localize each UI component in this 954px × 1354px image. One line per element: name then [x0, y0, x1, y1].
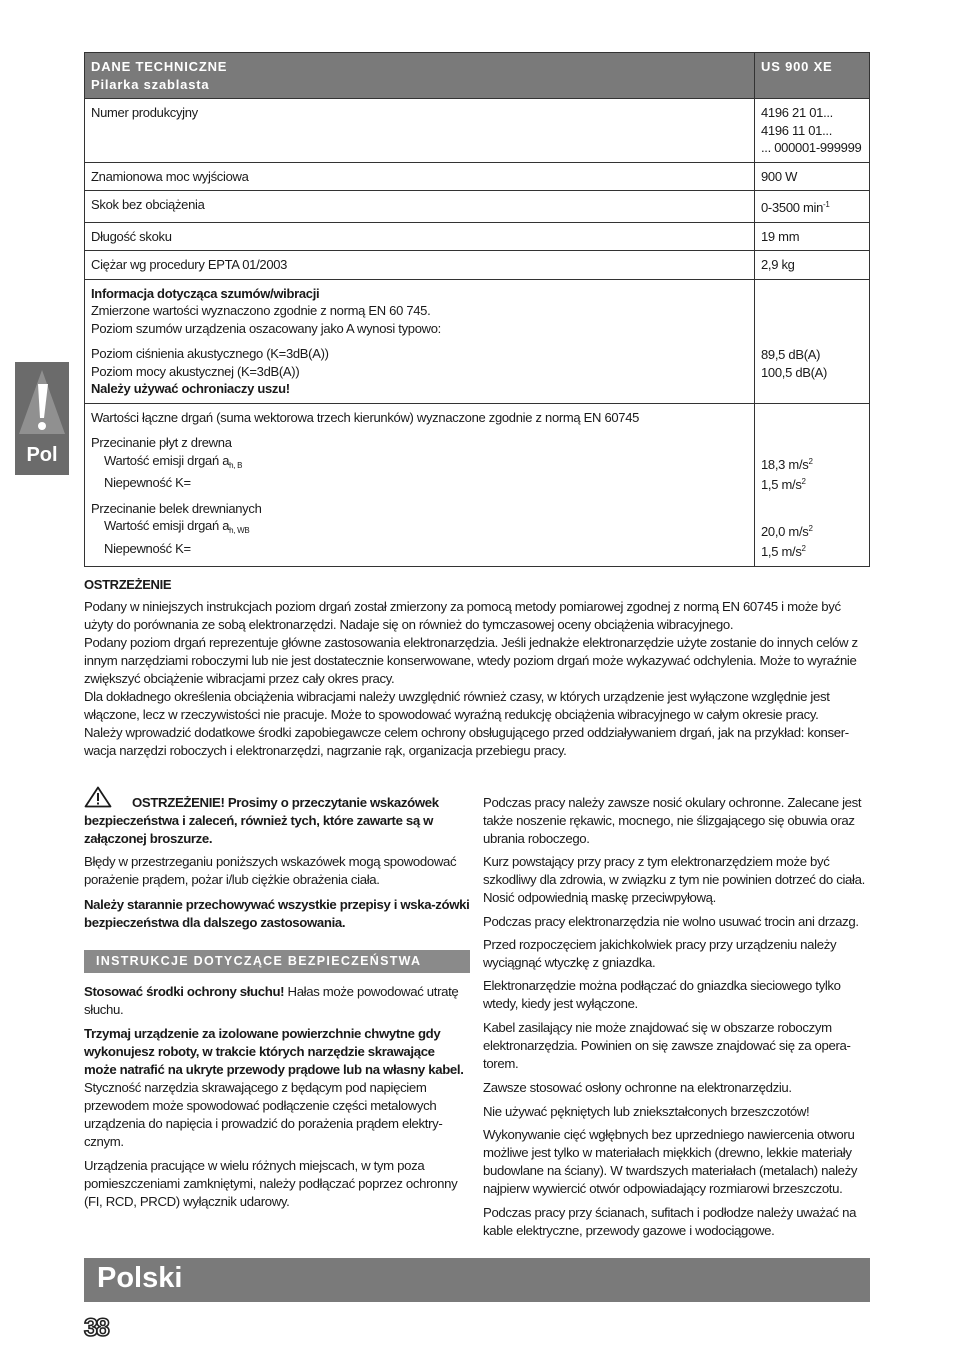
footer-language-bar: [84, 1258, 870, 1302]
header-title: DANE TECHNICZNE: [91, 59, 228, 74]
noise-info: [85, 279, 755, 403]
sound-power-value: 100,5 dB(A): [761, 364, 828, 380]
boards-uncertainty-value: 1,5 $m/s^2$: [761, 477, 806, 492]
noise-line: Zmierzone wartości wyznaczono zgodnie z normą EN 60 745.: [91, 303, 431, 318]
boards-uncertainty: Niepewność K=: [104, 475, 191, 490]
table-row: [85, 222, 870, 251]
paragraph: Podczas pracy przy ścianach, sufitach i podłodze należy uważać na kable elektryczne, przewody gazowe i wodociągowe.: [483, 1205, 857, 1238]
vibration-warning-text: [84, 598, 870, 760]
paragraph: Nie używać pękniętych lub zniekształconych brzeszczotów!: [483, 1104, 810, 1119]
unit-exponent: -1: [823, 200, 830, 209]
serial-line: ... 000001-999999: [761, 140, 862, 155]
vibration-warning-title: OSTRZEŻENIE: [84, 577, 172, 592]
boards-emission-value: 18,3 $m/s^2$: [761, 456, 813, 472]
paragraph: Podczas pracy elektronarzędzia nie wolno usuwać trocin ani drzazg.: [483, 914, 859, 929]
row-value: 2,9 kg: [755, 251, 870, 280]
paragraph: Zawsze stosować osłony ochronne na elektronarzędziu.: [483, 1080, 792, 1095]
section-header: INSTRUKCJE DOTYCZĄCE BEZPIECZEŃSTWA: [84, 950, 470, 973]
row-value: 19 mm: [755, 222, 870, 251]
row-value: [755, 191, 870, 223]
sound-pressure-value: 89,5 dB(A): [761, 347, 821, 362]
paragraph: Kurz powstający przy pracy z tym elektronarzędziem może być szkodliwy dla zdrowia, w związku z tym nie powinien dotrzeć do ciała. Nosić odpowiednią maskę przeciwpyłową.: [483, 854, 865, 905]
paragraph: Podany poziom drgań reprezentuje główne zastosowania elektronarzędzia. Jeśli jednakże elektronarzędzie użyte zostanie do innych celów z innym narzędziami roboczymi lub nie jest dostatecznie konserwowane, wtedy poziom drgań może wykazywać odchylenia. Może to wyraźnie zwiększyć obciążenie wibracjami przez cały okres pracy.: [84, 635, 858, 686]
boards-emission: Wartość emisji drgań $a_{h, B}$: [104, 452, 243, 470]
row-value: 900 W: [755, 162, 870, 191]
paragraph: Wykonywanie cięć wgłębnych bez uprzedniego nawiercenia otworu możliwe jest tylko w materiałach miękkich (drewno, lekkie materiały budowlane na ściany). W twardszych materiałach (metalach) należy najpierw wywiercić otwór odpowiadający rozmiarowi brzeszczotu.: [483, 1127, 858, 1196]
table-row: [85, 191, 870, 223]
warning-triangle-icon: [15, 362, 69, 442]
paragraph: Stosować środki ochrony słuchu! Hałas może powodować utratę słuchu.: [84, 984, 459, 1017]
table-header-title: [85, 53, 755, 99]
sound-pressure-label: Poziom ciśnienia akustycznego (K=3dB(A)): [91, 346, 329, 361]
paragraph: Kabel zasilający nie może znajdować się w obszarze roboczym elektronarzędzia. Powinien on się zawsze znajdować się za opera-torem.: [483, 1020, 851, 1071]
table-row: [85, 162, 870, 191]
paragraph: Błędy w przestrzeganiu poniższych wskazówek mogą spowodować porażenie prądem, pożar i/lub ciężkie obrażenia ciała.: [84, 854, 457, 887]
noise-row: [85, 279, 870, 403]
beams-emission-value: 20,0 $m/s^2$: [761, 523, 813, 539]
ear-protection-warning: Należy używać ochroniaczy uszu!: [91, 381, 290, 396]
beams-uncertainty: Niepewność K=: [104, 540, 191, 556]
paragraph: Podczas pracy należy zawsze nosić okulary ochronne. Zalecane jest także noszenie rękawic, mocnego, nie ślizgającego się obuwia oraz ubrania roboczego.: [483, 795, 862, 846]
language-side-tab: [15, 362, 69, 475]
beams-title: Przecinanie belek drewnianych: [91, 500, 262, 516]
table-row: [85, 251, 870, 280]
table-header-row: [85, 53, 870, 99]
paragraph: Przed rozpoczęciem jakichkolwiek pracy przy urządzeniu należy wyciągnąć wtyczkę z gniazdka.: [483, 937, 837, 970]
table-row: [85, 99, 870, 163]
row-value: [755, 99, 870, 163]
sound-power-label: Poziom mocy akustycznej (K=3dB(A)): [91, 363, 300, 379]
serial-line: 4196 21 01...: [761, 105, 833, 120]
paragraph: Dla dokładnego określenia obciążenia wibracjami należy uwzględnić również czasy, w których urządzenie jest wyłączone względnie jest włączone, lecz w rzeczywistości nie pracuje. Może to spowodować wyraźną redukcję obciążenia wibracyjnego w całym okresie pracy.: [84, 689, 830, 722]
vibration-info: [85, 403, 755, 566]
paragraph: Należy wprowadzić dodatkowe środki zapobiegawcze celem ochrony obsługującego przed oddziaływaniem drgań, jak na przykład: konser-wacja narzędzi roboczych i elektronarzędzi, nagrzanie rąk, organizacja przebiegu pracy.: [84, 725, 849, 758]
paragraph: Urządzenia pracujące w wielu różnych miejscach, w tym poza pomieszczeniami zamkniętymi, należy podłączać poprzez ochronny (FI, RCD, PRCD) wyłącznik udarowy.: [84, 1158, 458, 1209]
vibration-values: [755, 403, 870, 566]
beams-uncertainty-value: 1,5 $m/s^2$: [761, 544, 806, 559]
paragraph: Podany w niniejszych instrukcjach poziom drgań został zmierzony za pomocą metody pomiarowej zgodnej z normą EN 60745 i może być użyty do porównania ze sobą elektronarzędzi. Nadaje się on również do tymczasowej oceny obciążenia wibracyjnego.: [84, 599, 841, 632]
row-label: Skok bez obciążenia: [85, 191, 755, 223]
noise-title: Informacja dotycząca szumów/wibracji: [91, 285, 320, 301]
technical-data-table: [84, 52, 870, 567]
page-number: 38: [84, 1314, 108, 1342]
row-label: Numer produkcyjny: [85, 99, 755, 163]
noise-values: [755, 279, 870, 403]
serial-line: 4196 11 01...: [761, 122, 833, 138]
beams-emission: Wartość emisji drgań $a_{h, WB}$: [104, 518, 250, 535]
paragraph: Elektronarzędzie można podłączać do gniazdka sieciowego tylko wtedy, kiedy jest wyłączone.: [483, 978, 841, 1011]
stroke-rate-value: 0-3500 min: [761, 200, 824, 215]
model-name: US 900 XE: [755, 53, 870, 99]
vibration-title: Wartości łączne drgań (suma wektorowa trzech kierunków) wyznaczone zgodnie z normą EN 60745: [91, 409, 640, 425]
paragraph: Trzymaj urządzenie za izolowane powierzchnie chwytne gdy wykonujesz roboty, w trakcie których narzędzie skrawające może natrafić na ukryte przewody prądowe lub na własny kabel. Styczność narzędzia skrawającego z będącym pod napięciem przewodem może spowodować podłączenie części metalowych urządzenia do napięcia i prowadzić do porażenia prądem elektry-cznym.: [84, 1026, 464, 1149]
header-subtitle: Pilarka szablasta: [91, 76, 210, 92]
row-label: Długość skoku: [85, 222, 755, 251]
vibration-row: [85, 403, 870, 566]
language-label: Pol: [26, 444, 58, 466]
row-label: Znamionowa moc wyjściowa: [85, 162, 755, 191]
paragraph: Należy starannie przechowywać wszystkie przepisy i wska-zówki bezpieczeństwa dla dalszego zastosowania.: [84, 897, 470, 930]
boards-title: Przecinanie płyt z drewna: [91, 435, 232, 450]
noise-line: Poziom szumów urządzenia oszacowany jako A wynosi typowo:: [91, 320, 441, 336]
row-label: Ciężar wg procedury EPTA 01/2003: [85, 251, 755, 280]
safety-warning-title: OSTRZEŻENIE! Prosimy o przeczytanie wskazówek bezpieczeństwa i zaleceń, również tych, które zawarte są w załączonej broszurze.: [84, 795, 439, 846]
footer-title: Polski: [97, 1262, 183, 1294]
